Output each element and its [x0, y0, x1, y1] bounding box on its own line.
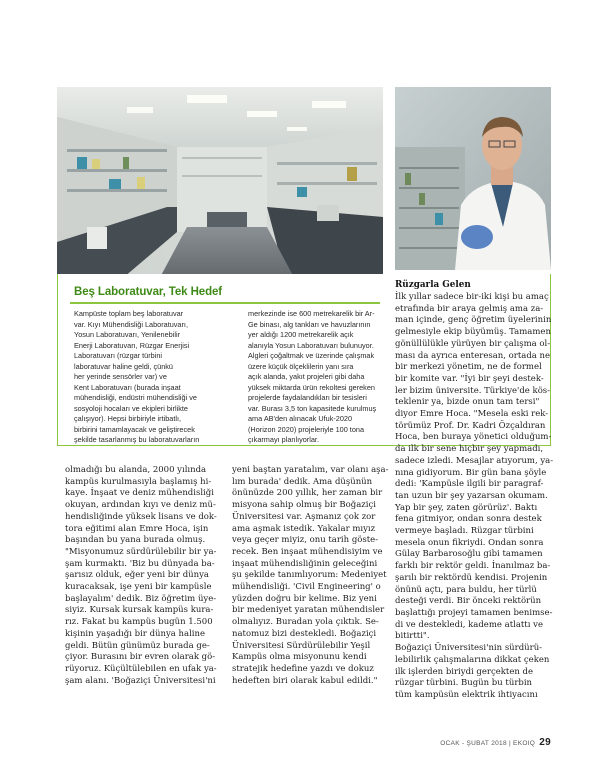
- text-line: rüzgar türbini. Bugün bu türbin: [395, 678, 533, 689]
- text-line: recek. Ben inşaat mühendisiyim ve: [232, 546, 383, 557]
- text-line: şu şekilde tanımlıyorum: Medeniyet: [232, 570, 387, 581]
- text-line: "Misyonumuz sürdürülebilir bir ya-: [65, 546, 217, 557]
- text-line: veya geçer miyiz, onu tarih göste-: [232, 535, 379, 546]
- text-line: Kampüs olma misyonunu kendi: [232, 652, 367, 663]
- text-line: yüksek miktarda ürün rekoltesi gereken: [248, 382, 375, 392]
- text-line: laboratuvar haline geldi, çünkü: [74, 361, 173, 371]
- text-line: lebilirlik çalışmalarına dikkat çeken: [395, 654, 550, 665]
- text-line: vermeye başladı. Rüzgar türbini: [395, 526, 534, 537]
- sidebar-box-rule: [70, 302, 380, 304]
- text-line: mühendisliği. 'Civil Engineering' o: [232, 582, 381, 593]
- page-footer: [440, 737, 551, 748]
- text-line: projelerde faydalandıkları bir tesisleri: [248, 393, 367, 402]
- text-line: var. Kıyı Mühendisliği Laboratuvarı,: [74, 319, 188, 329]
- text-line: ilk işlerden biriydi gerçekten de: [395, 666, 534, 677]
- text-line: Kampüste toplam beş laboratuvar: [74, 309, 184, 318]
- text-line: önünü açtı, para buldu, her türlü: [395, 584, 537, 595]
- text-line: kampüs kurulmasıyla başlamış hi-: [65, 476, 212, 487]
- text-line: ama AB'den alınacak Ufuk-2020: [248, 414, 353, 423]
- text-line: etrafında bir araya gelmiş ama za-: [395, 303, 544, 314]
- text-line: merkezinde ise 600 metrekarelik bir Ar-: [248, 309, 375, 318]
- text-line: gelmesiyle ekip büyümüş. Tamamen: [395, 327, 551, 338]
- text-line: kaye. İnşaat ve deniz mühendisliği: [65, 488, 214, 499]
- text-line: farklı bir rektör geldi. İnanılmaz ba-: [395, 561, 551, 572]
- text-line: tüm kampüsün elektrik ihtiyacını: [395, 689, 538, 700]
- text-line: şarısız olduk, eğer yeni bir dünya: [65, 570, 209, 581]
- text-line: misyona sahip olmuş bir Boğaziçi: [232, 500, 376, 511]
- text-line: okuyan, ardından kıyı ve deniz mü-: [65, 500, 216, 511]
- text-line: ler bizim üniversite. Türkiye'de kös-: [395, 385, 551, 396]
- text-line: nına gidiyorum. Bir gün bana şöyle: [395, 467, 547, 478]
- text-line: rüyoruz. Küçültülebilen en ufak ya-: [65, 663, 217, 674]
- laboratory-photo: [57, 87, 383, 283]
- text-line: olmadığı bu alanda, 2000 yılında: [65, 465, 207, 475]
- text-line: man içinde, genç öğretim üyelerinin: [395, 315, 552, 326]
- text-line: çiyor. Burasını bir evren olarak gö-: [65, 652, 216, 663]
- text-line: birbirini tamamlayacak ve geliştirecek: [74, 424, 195, 434]
- text-line: Kent Laboratuvarı (burada inşaat: [74, 382, 181, 392]
- section-subheading: Rüzgarla Gelen: [395, 280, 471, 290]
- text-line: bir komite var. "İyi bir şeyi destek-: [395, 373, 544, 384]
- text-line: hedeften biri olarak kabul edildi.": [232, 675, 378, 686]
- text-line: önünüzde 200 yıllık, her zaman bir: [232, 488, 383, 499]
- text-line: her yerinde sensörler var) ve: [74, 372, 167, 381]
- text-line: ama aşmak istedik. Yakalar mıyız: [232, 523, 376, 534]
- text-line: fena gitmiyor, ondan sonra destek: [395, 514, 542, 525]
- text-line: şekilde tasarlanmış bu laboratuvarların: [74, 435, 200, 444]
- text-line: Hoca, ben buraya yönetici olduğum-: [395, 432, 552, 443]
- text-line: Laboratuvarı (rüzgar türbini: [74, 351, 163, 360]
- text-line: sadece izledi. Mesajlar atıyorum, ya-: [395, 455, 554, 466]
- sidebar-box-title: Beş Laboratuvar, Tek Hedef: [74, 286, 223, 298]
- text-line: alanıyla Yosun Laboratuvarı bulunuyor.: [248, 340, 374, 350]
- text-line: başlattığı projeyi tamamen benimse-: [395, 607, 553, 618]
- text-line: yeni baştan yaratalım, var olanı aşa-: [232, 465, 389, 475]
- article-column-middle: [232, 465, 389, 687]
- text-line: İlk yıllar sadece bir-iki kişi bu amaç: [395, 292, 549, 302]
- text-line: başından bu yana burada olmuş.: [65, 535, 206, 546]
- text-line: diyor Emre Hoca. "Mesela eski rek-: [395, 409, 549, 420]
- text-line: üzere küçük ölçeklilerin yanı sıra: [248, 361, 354, 371]
- text-line: Boğaziçi Üniversitesi'nin sürdürü-: [395, 643, 543, 654]
- text-line: bitirtti".: [395, 631, 430, 642]
- text-line: bir merkezi yönetim, ne de formel: [395, 362, 542, 373]
- text-line: hendisliğinde yüksek lisans ve dok-: [65, 511, 217, 522]
- text-line: şarılı bir rektördü kendisi. Projenin: [395, 572, 548, 583]
- text-line: tan uzun bir şey yazarsan okumam.: [395, 490, 548, 501]
- text-line: törümüz Prof. Dr. Kadri Özçaldıran: [395, 420, 546, 431]
- text-line: da ilk bir sene hiçbir şey yapmadı,: [395, 444, 544, 455]
- text-line: Ge binası, alg tankları ve havuzlarının: [248, 319, 371, 329]
- text-line: açık alanda, yakıt projeleri gibi daha: [248, 372, 365, 381]
- text-line: mesela onun fikriydi. Ondan sonra: [395, 537, 544, 548]
- text-line: tora eğitimi alan Emre Hoca, işin: [65, 523, 209, 534]
- text-line: Gülay Barbarosoğlu gibi tamamen: [395, 549, 543, 560]
- text-line: yer aldığı 1200 metrekarelik açık: [248, 330, 354, 339]
- sidebar-box-column-1: [74, 309, 238, 446]
- text-line: Algleri çoğaltmak ve üzerinde çalışmak: [248, 351, 375, 360]
- text-line: rız. Fakat bu kampüs bugün 1.500: [65, 617, 213, 628]
- text-line: çalışıyor). Hepsi birbiriyle irtibatlı,: [74, 414, 182, 423]
- text-line: teklenir ya, bizde onun tam tersi": [395, 397, 540, 408]
- text-line: geldi. Bütün günümüz burada ge-: [65, 640, 210, 651]
- researcher-portrait-photo: [395, 87, 551, 270]
- text-line: şam alanı. 'Boğaziçi Üniversitesi'ni: [65, 675, 216, 686]
- text-line: yüzden doğru bir kelime. Biz yeni: [232, 593, 377, 604]
- text-line: kişinin yaşadığı bir dünya haline: [65, 628, 206, 639]
- text-line: bir medeniyet yaratan mühendisler: [232, 605, 385, 616]
- text-line: stratejik hedefine yazdı ve dokuz: [232, 663, 374, 674]
- text-line: başlayalım' dedik. Biz öğretim üye-: [65, 593, 217, 604]
- text-line: kuracaksak, işe yeni bir kampüsle: [65, 582, 212, 593]
- text-line: olmalıyız. Buradan yola çıktık. Se-: [232, 617, 379, 628]
- page-number: 29: [539, 737, 551, 748]
- text-line: şam kurmaktı. 'Biz bu dünyada ba-: [65, 558, 215, 569]
- text-line: çıkarmayı planlıyorlar.: [248, 435, 319, 444]
- sidebar-box-column-2: [248, 309, 412, 446]
- text-line: Üniversitesi Sürdürülebilir Yeşil: [232, 640, 371, 651]
- article-column-right: [395, 292, 554, 702]
- text-line: gönüllülükle yürüyen bir çalışma ol-: [395, 338, 551, 349]
- text-line: desteği verdi. Bir önceki rektörün: [395, 596, 542, 607]
- text-line: lım burada' dedik. Ama düşünün: [232, 476, 373, 487]
- text-line: sosyoloji hocaları ve ekipleri birlikte: [74, 403, 188, 413]
- text-line: siyiz. Kursak kursak kampüs kura-: [65, 605, 214, 616]
- text-line: Enerji Laboratuvarı, Rüzgar Enerjisi: [74, 340, 190, 350]
- text-line: Üniversitesi var. Aşmanız çok zor: [232, 511, 376, 522]
- issue-label: OCAK - ŞUBAT 2018 | EKOIQ: [440, 740, 536, 747]
- text-line: Yap bir şey, zaten görürüz'. Baktı: [395, 502, 538, 513]
- text-line: mühendisliği, endüstri mühendisliği ve: [74, 393, 197, 402]
- text-line: natomuz bizi destekledi. Boğaziçi: [232, 628, 377, 639]
- text-line: Yosun Laboratuvarı, Yenilenebilir: [74, 330, 181, 339]
- text-line: inşaat mühendisliğinin geleceğini: [232, 558, 378, 569]
- text-line: di ve destekledi, kademe atlattı ve: [395, 619, 543, 630]
- article-column-left: [65, 465, 221, 687]
- text-line: var. Burası 3,5 ton kapasitede kurulmuş: [248, 403, 377, 413]
- text-line: ması da ayrıca enteresan, ortada ne: [395, 350, 551, 361]
- text-line: (Horizon 2020) projeleriyle 100 tona: [248, 424, 365, 434]
- text-line: dedi: 'Kampüsle ilgili bir paragraf-: [395, 479, 544, 490]
